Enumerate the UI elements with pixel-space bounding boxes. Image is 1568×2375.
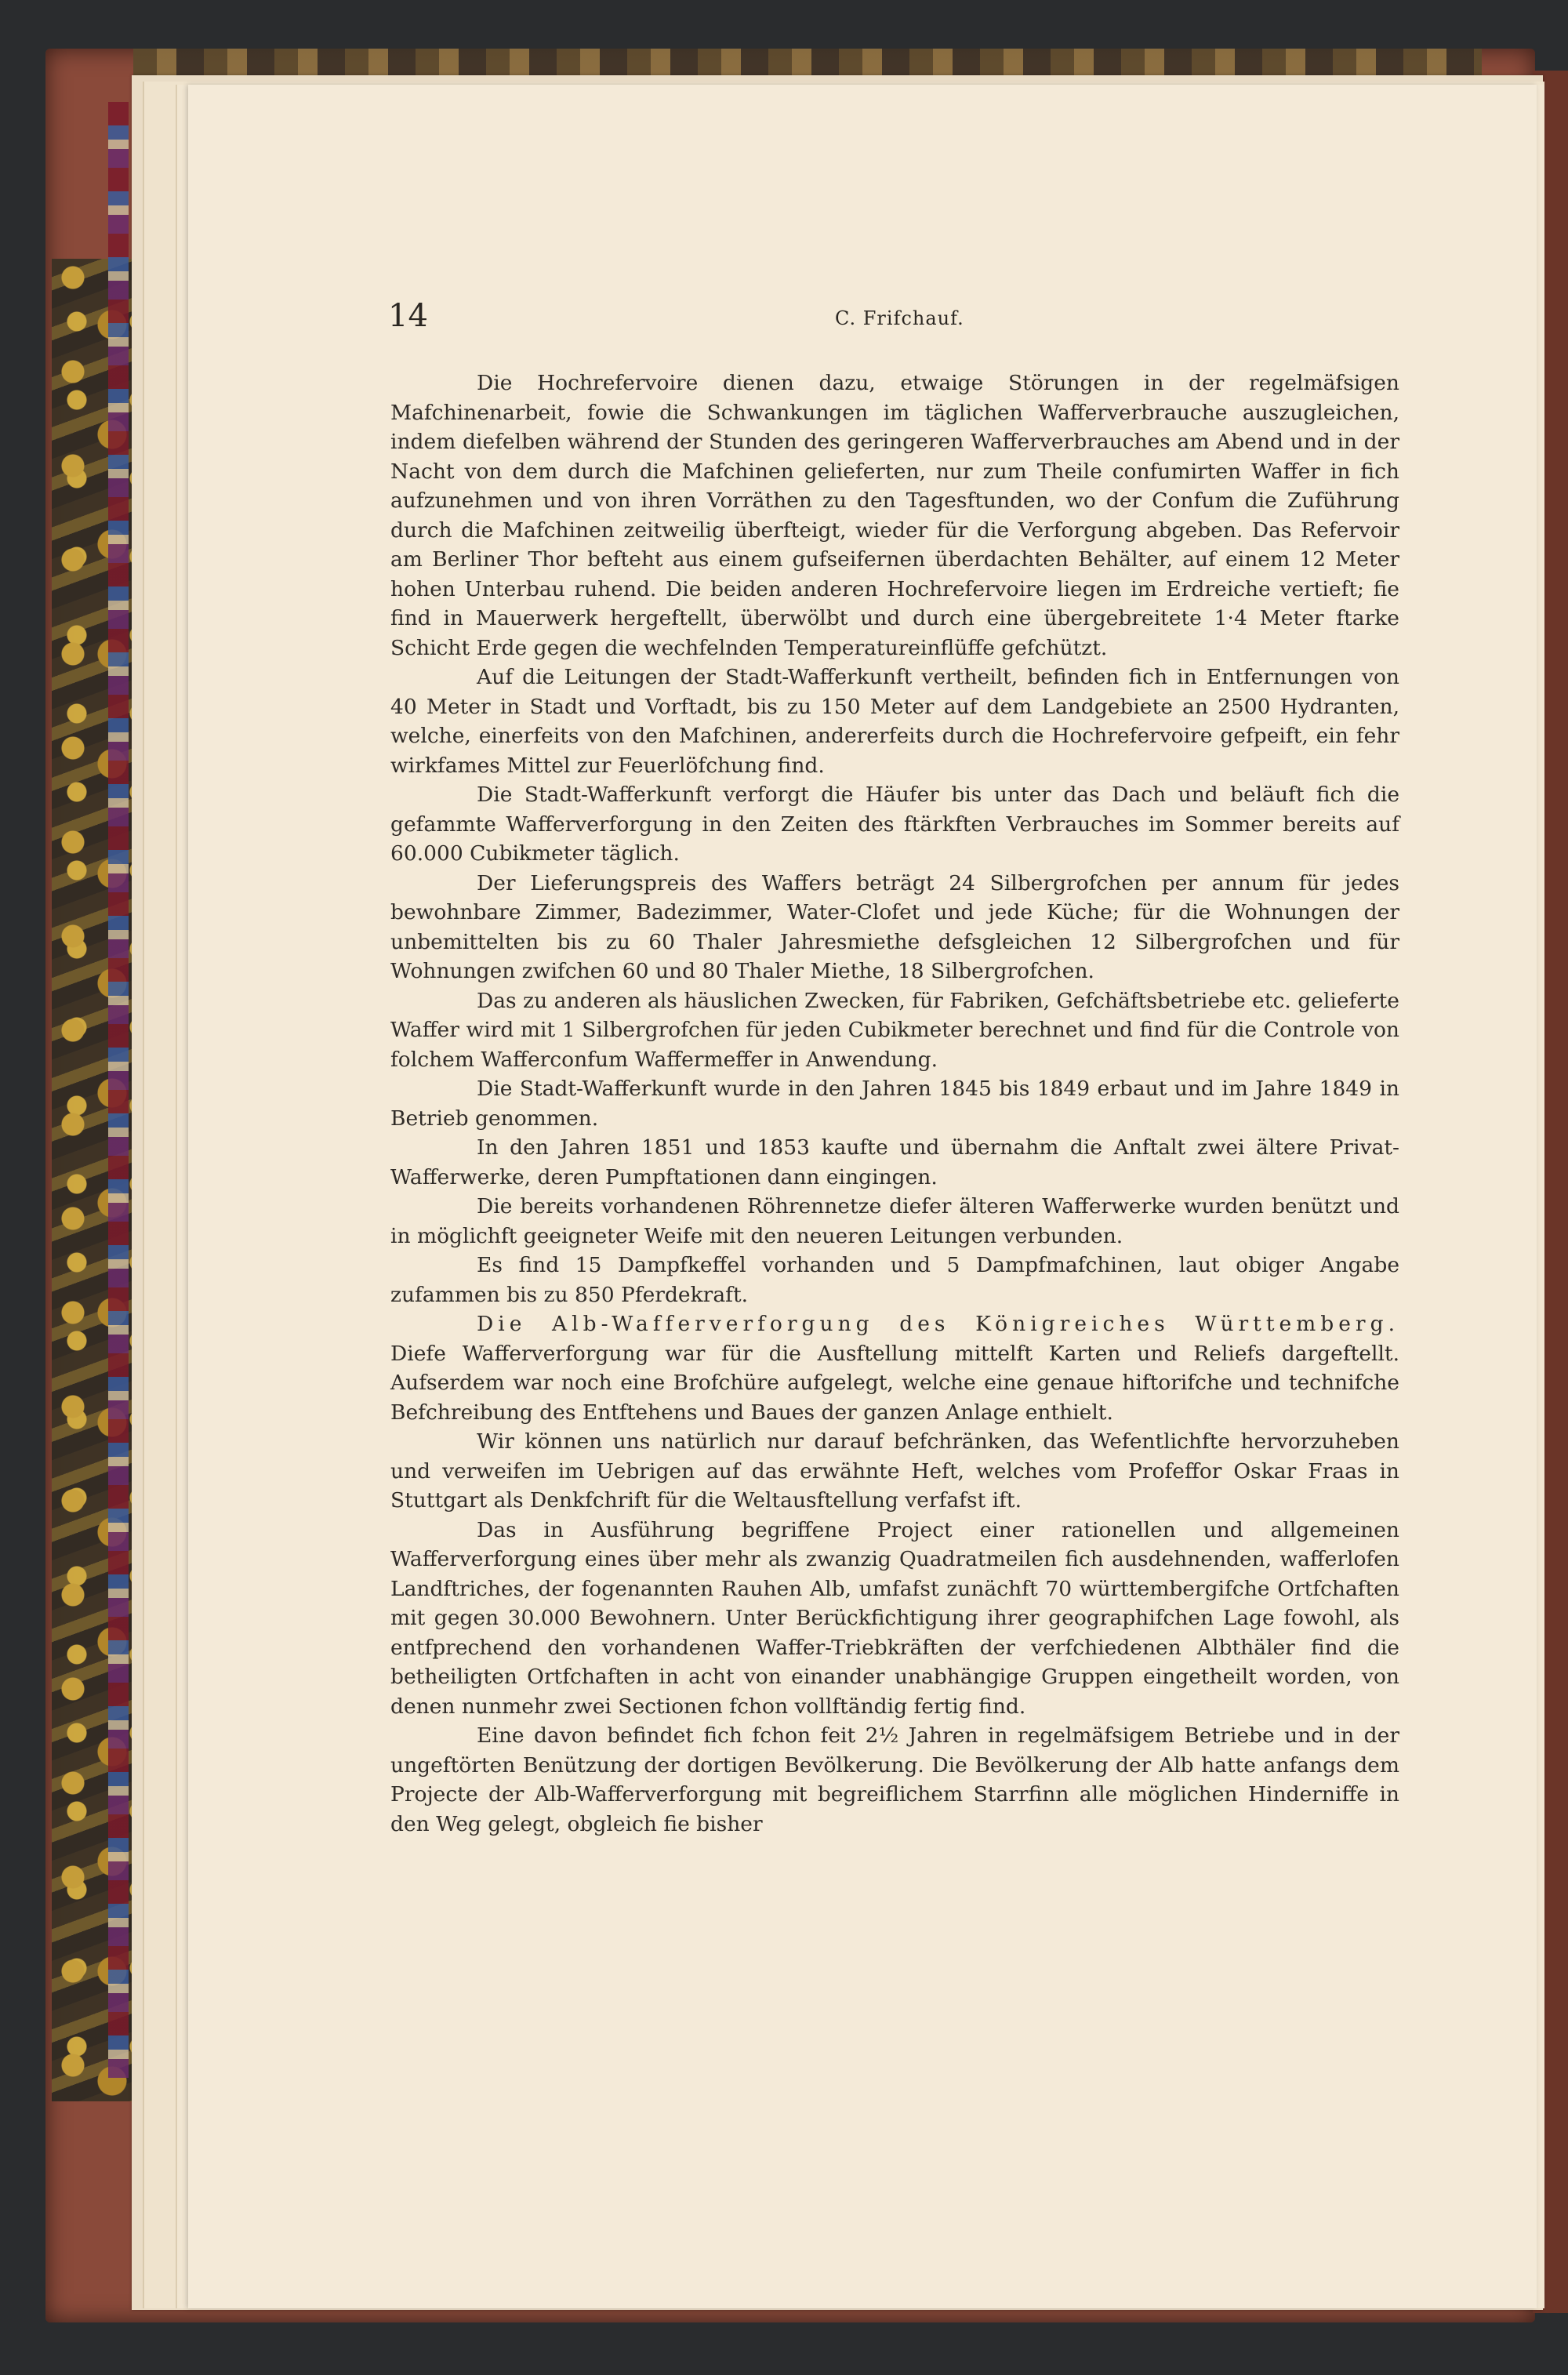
paragraph: Die Stadt-Wafferkunft verforgt die Häufer bis unter das Dach und beläuft fich die gefammte Wafferverforgung in den Zeiten des ftärkften Verbrauches im Sommer bereits auf 60.000 Cubikmeter täglich. bbox=[390, 783, 1399, 866]
paragraph: Wir können uns natürlich nur darauf befchränken, das Wefentlichfte hervorzuheben und verweifen im Uebrigen auf das erwähnte Heft, welches vom Profeffor Oskar Fraas in Stuttgart als Denkfchrift für die Weltausftellung verfafst ift. bbox=[390, 1429, 1399, 1513]
paragraph: Der Lieferungspreis des Waffers beträgt 24 Silbergrofchen per annum für jedes bewohnbare Zimmer, Badezimmer, Water-Clofet und jede Küche; für die Wohnungen der unbemittelten bis zu 60 Thaler Jahresmiethe defsgleichen 12 Silbergrofchen und für Wohnungen zwifchen 60 und 80 Thaler Miethe, 18 Silbergrofchen. bbox=[390, 870, 1399, 983]
body-text bbox=[390, 369, 1399, 1839]
page-edge-stripes bbox=[108, 102, 129, 2078]
paragraph: Eine davon befindet fich fchon feit 2½ Jahren in regelmäfsigem Betriebe und in der ungeftörten Benützung der dortigen Bevölkerung. Die Bevölkerung der Alb hatte anfangs dem Projecte der Alb-Wafferverforgung mit begreiflichem Starrfinn alle möglichen Hinderniffe in den Weg gelegt, obgleich fie bisher bbox=[390, 1723, 1399, 1836]
section-paragraph bbox=[390, 1309, 1399, 1427]
page-number: 14 bbox=[388, 298, 428, 334]
paragraph: Auf die Leitungen der Stadt-Wafferkunft vertheilt, befinden fich in Entfernungen von 40 Meter in Stadt und Vorftadt, bis zu 150 Meter auf dem Landgebiete an 2500 Hydranten, welche, einerfeits von den Mafchinen, andererfeits durch die Hochrefervoire gefpeift, ein fehr wirkfames Mittel zur Feuerlöfchung find. bbox=[390, 665, 1399, 778]
paragraph: Die bereits vorhandenen Röhrennetze diefer älteren Wafferwerke wurden benützt und in möglichft geeigneter Weife mit den neueren Leitungen verbunden. bbox=[390, 1194, 1399, 1248]
running-head: C. Frifchauf. bbox=[835, 307, 964, 329]
paragraph: In den Jahren 1851 und 1853 kaufte und übernahm die Anftalt zwei ältere Privat-Wafferwerke, deren Pumpftationen dann eingingen. bbox=[390, 1135, 1399, 1189]
page-header bbox=[388, 298, 1399, 345]
paragraph: Die Stadt-Wafferkunft wurde in den Jahren 1845 bis 1849 erbaut und im Jahre 1849 in Betrieb genommen. bbox=[390, 1077, 1399, 1131]
paragraph: Es find 15 Dampfkeffel vorhanden und 5 Dampfmafchinen, laut obiger Angabe zufammen bis zu 850 Pferdekraft. bbox=[390, 1253, 1399, 1307]
section-heading: Die Alb-Wafferverforgung des Königreiches Württemberg. bbox=[477, 1312, 1399, 1336]
paragraph: Die Hochrefervoire dienen dazu, etwaige Störungen in der regelmäfsigen Mafchinenarbeit, fowie die Schwankungen im täglichen Wafferverbrauche auszugleichen, indem diefelben während der Stunden des geringeren Wafferverbrauches am Abend und in der Nacht von dem durch die Mafchinen gelieferten, nur zum Theile confumirten Waffer in fich aufzunehmen und von ihren Vorräthen zu den Tagesftunden, wo der Confum die Zuführung durch die Mafchinen zeitweilig überfteigt, wieder für die Verforgung abgeben. Das Refervoir am Berliner Thor befteht aus einem gufseifernen überdachten Behälter, auf einem 12 Meter hohen Unterbau ruhend. Die beiden anderen Hochrefervoire liegen im Erdreiche vertieft; fie find in Mauerwerk hergeftellt, überwölbt und durch eine übergebreitete 1·4 Meter ftarke Schicht Erde gegen die wechfelnden Temperatureinflüffe gefchützt. bbox=[390, 371, 1399, 660]
section-paragraph-text: Diefe Wafferverforgung war für die Ausftellung mittelft Karten und Reliefs dargeftellt. Aufserdem war noch eine Brofchüre aufgelegt, welche eine genaue hiftorifche und technifche Befchreibung des Entftehens und Baues der ganzen Anlage enthielt. bbox=[390, 1341, 1399, 1425]
paragraph: Das in Ausführung begriffene Project einer rationellen und allgemeinen Wafferverforgung eines über mehr als zwanzig Quadratmeilen fich ausdehnenden, wafferlofen Landftriches, der fogenannten Rauhen Alb, umfafst zunächft 70 württembergifche Ortfchaften mit gegen 30.000 Bewohnern. Unter Berückfichtigung ihrer geographifchen Lage fowohl, als entfprechend den vorhandenen Waffer-Triebkräften der verfchiedenen Albthäler find die betheiligten Ortfchaften in acht von einander unabhängige Gruppen eingetheilt worden, von denen nunmehr zwei Sectionen fchon vollftändig fertig find. bbox=[390, 1517, 1399, 1719]
paragraph: Das zu anderen als häuslichen Zwecken, für Fabriken, Gefchäftsbetriebe etc. gelieferte Waffer wird mit 1 Silbergrofchen für jeden Cubikmeter berechnet und find für die Controle von folchem Wafferconfum Waffermeffer in Anwendung. bbox=[390, 988, 1399, 1072]
